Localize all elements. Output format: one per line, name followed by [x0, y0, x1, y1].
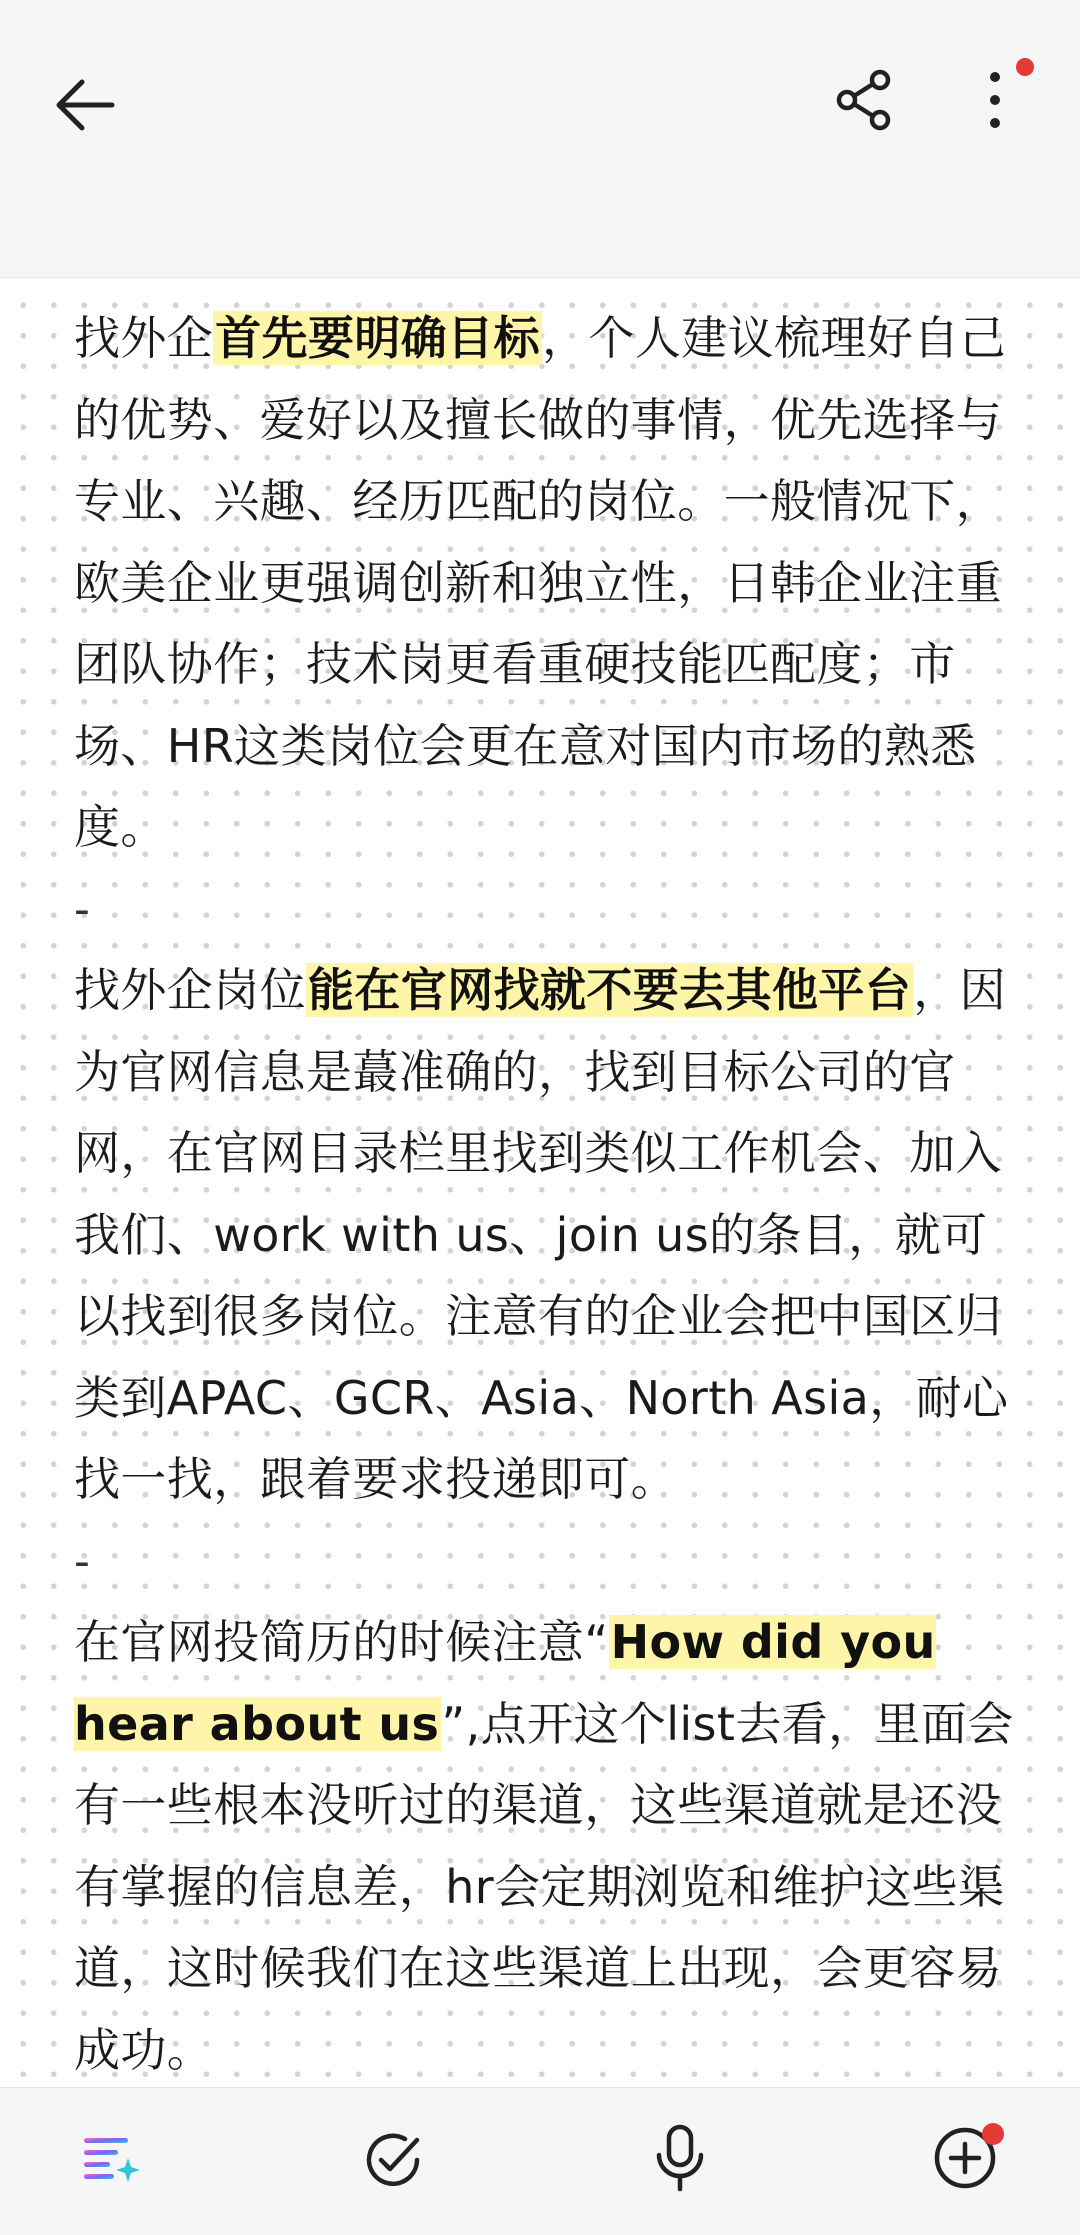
note-paragraph-2	[74, 950, 1020, 1521]
highlighted-text: 首先要明确目标	[215, 311, 541, 365]
add-badge-dot	[982, 2123, 1004, 2145]
paragraph-text: 在官网投简历的时候注意“	[74, 1615, 609, 1669]
more-vertical-icon	[980, 67, 1010, 133]
ai-format-button[interactable]	[70, 2120, 150, 2200]
note-content-area[interactable]	[0, 278, 1080, 2086]
notification-dot	[1016, 58, 1034, 76]
note-body[interactable]	[74, 298, 1020, 2086]
ai-format-icon	[78, 2128, 142, 2192]
share-button[interactable]	[820, 55, 910, 145]
voice-input-button[interactable]	[640, 2116, 720, 2200]
highlighted-text: 能在官网找就不要去其他平台	[308, 963, 912, 1017]
share-icon	[832, 67, 898, 133]
separator-dash: -	[74, 883, 90, 935]
bottom-toolbar	[0, 2087, 1080, 2235]
paragraph-text: 找外企	[74, 311, 214, 365]
checklist-button[interactable]	[353, 2120, 433, 2200]
highlighted-text: How did you hear about us	[74, 1615, 936, 1751]
note-paragraph-3	[74, 1602, 1020, 2086]
separator-dash: -	[74, 1535, 90, 1587]
checklist-icon	[361, 2128, 425, 2192]
back-arrow-icon	[50, 70, 120, 140]
back-button[interactable]	[40, 60, 130, 150]
microphone-icon	[652, 2123, 708, 2193]
note-paragraph-1	[74, 298, 1020, 869]
paragraph-text: ，个人建议梳理好自己的优势、爱好以及擅长做的事情，优先选择与 专业、兴趣、经历匹配的岗位。一般情况下，欧美企业更强调创新和独立性，日韩企业注重团队协作；技术岗更看重硬技能匹配度；市场、HR这类岗位会更在意对国内市场的熟悉度。	[74, 311, 1007, 854]
paragraph-text: 找外企岗位	[74, 963, 306, 1017]
paragraph-text: ，因为官网信息是蕞准确的，找到目标公司的官网，在官网目录栏里找到类似工作机会、加入我们、work with us、join us的条目，就可以找到很多岗位。注意有的企业会把中国区归类到APAC、GCR、Asia、North Asia，耐心找一找，跟着要求投递即可。	[74, 963, 1009, 1506]
paragraph-text: ”,点开这个list去看，里面会有一些根本没听过的渠道，这些渠道就是还没有掌握的信息差，hr会定期浏览和维护这些渠道，这时候我们在这些渠道上出现，会更容易成功。	[74, 1696, 1014, 2077]
top-app-bar	[0, 0, 1080, 278]
